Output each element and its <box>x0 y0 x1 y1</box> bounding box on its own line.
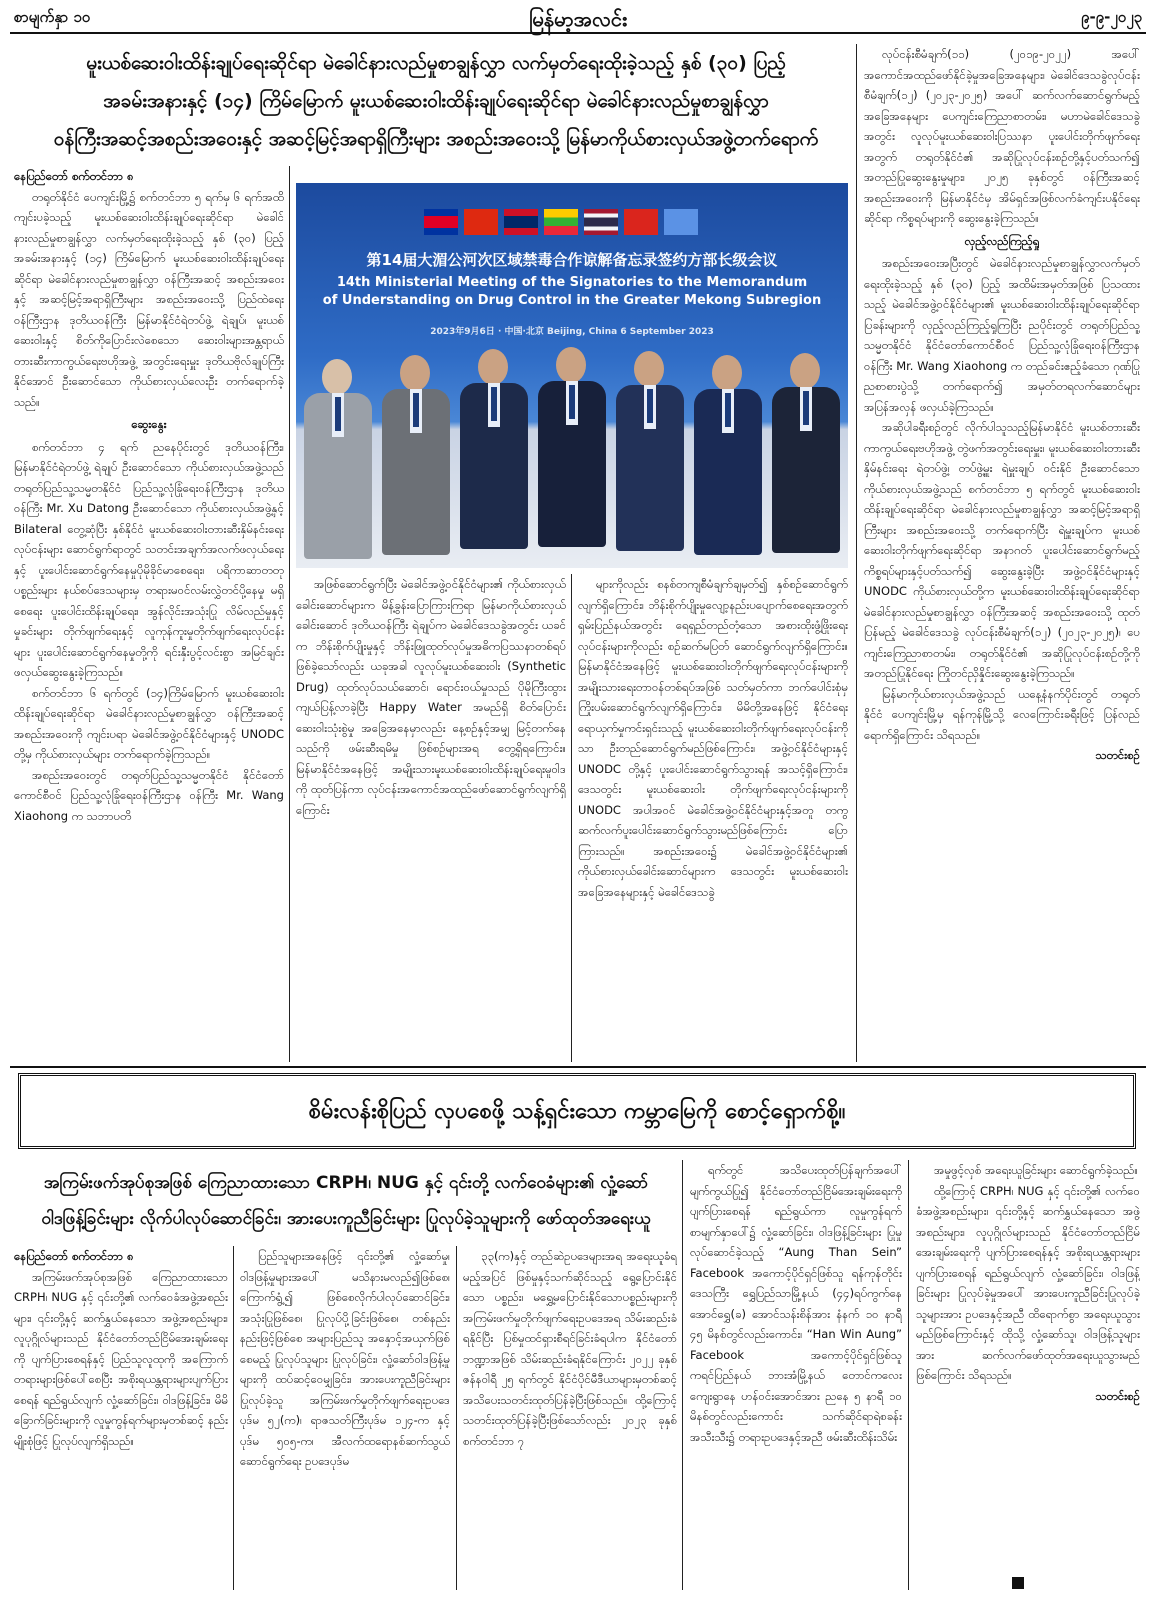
article2-paragraph: အမှုဖွင့်လှစ် အရေးယူခြင်းများ ဆောင်ရွက်ခဲ့သည်။ <box>934 1163 1138 1177</box>
section-separator <box>10 1066 1146 1068</box>
article1-column-1 <box>14 166 284 1066</box>
article1-paragraph: အဆိုပါခရီးစဉ်တွင် လိုက်ပါသူသည့်မြန်မာနိုင်ငံ မူးယစ်တားဆီးကာကွယ်ရေးဗဟိုအဖွဲ့ တွဲဖက်အတွင်းရေးမှူး၊ မူးယစ်ဆေးဝါးတားဆီးနှိမ်နင်းရေး ရဲတပ်ဖွဲ့၊ တပ်ဖွဲ့မှူး ရဲမှူးချုပ် ဝင်းနိုင် ဦးဆောင်သော ကိုယ်စားလှယ်အဖွဲ့သည် စက်တင်ဘာ ၅ ရက်တွင် မူးယစ်ဆေးဝါးထိန်းချုပ်ရေးဆိုင်ရာ မဲခေါင်နားလည်မှုစာချွန်လွှာ အဆင့်မြင့်အရာရှိကြီးများ အစည်းအဝေးသို့ တက်ရောက်ပြီး ရဲမှူးချုပ်က မူးယစ်ဆေးဝါးတိုက်ဖျက်ရေးဆိုင်ရာ အနာဂတ် ပူးပေါင်းဆောင်ရွက်မည့် ကိစ္စရပ်များနှင့်ပတ်သက်၍ ဆွေးနွေးခဲ့ပြီး အဖွဲ့ဝင်နိုင်ငံများနှင့် UNODC ကိုယ်စားလှယ်တို့က မူးယစ်ဆေးဝါးထိန်းချုပ်ရေးဆိုင်ရာ မဲခေါင်နားလည်မှုစာချွန်လွှာ ဝန်ကြီးအဆင့် အစည်းအဝေးသို့ ထုတ်ပြန်မည့် မဲခေါင်ဒေသခွဲ လုပ်ငန်းစီမံချက်(၁၂) (၂၀၂၃-၂၀၂၅)၊ ပေကျင်းကြေညာစာတမ်း၊ တရုတ်နိုင်ငံ၏ အဆိုပြုလုပ်ငန်းစဉ်တို့ကို အတည်ပြုနိုင်ရေး ကြိုတင်ညှိနှိုင်းဆွေးနွေးခဲ့ကြသည်။ <box>864 420 1140 680</box>
photo-backdrop-date: 2023年9月6日 · 中国·北京 Beijing, China 6 September 2023 <box>430 327 714 337</box>
meeting-group-photo <box>296 183 848 568</box>
article1-headline-line3: ဝန်ကြီးအဆင့်အစည်းအဝေးနှင့် အဆင့်မြင့်အရာရှိကြီးများ အစည်းအဝေးသို့ မြန်မာကိုယ်စားလှယ်အဖွဲ့တက်ရောက် <box>53 128 819 150</box>
vietnam-flag-icon <box>624 209 658 235</box>
column-divider <box>233 1246 234 1590</box>
article1-headline-line1: မူးယစ်ဆေးဝါးထိန်းချုပ်ရေးဆိုင်ရာ မဲခေါင်နားလည်မှုစာချွန်လွှာ လက်မှတ်ရေးထိုးခဲ့သည့် နှစ် (၃၀) ပြည့် <box>86 52 786 74</box>
article2-column-1 <box>14 1246 228 1590</box>
issue-date: ၉-၉-၂၀၂၃ <box>1081 8 1142 26</box>
un-flag-icon <box>664 209 698 235</box>
article1-paragraph: တရုတ်နိုင်ငံ ပေကျင်းမြို့၌ စက်တင်ဘာ ၅ ရက်မှ ၆ ရက်အထိ ကျင်းပခဲ့သည့် မူးယစ်ဆေးဝါးထိန်းချုပ်ရေးဆိုင်ရာ မဲခေါင်နားလည်မှုစာချွန်လွှာ လက်မှတ်ရေးထိုးခဲ့သည့် နှစ် (၃၀) ပြည့် အခမ်းအနားနှင့် (၁၄) ကြိမ်မြောက် မူးယစ်ဆေးဝါးထိန်းချုပ်ရေးဆိုင်ရာ မဲခေါင်နားလည်မှုစာချွန်လွှာ ဝန်ကြီးအဆင့် အစည်းအဝေးနှင့် အဆင့်မြင့်အရာရှိကြီးများ အစည်းအဝေးသို့ ပြည်ထဲရေးဝန်ကြီးဌာန ဒုတိယဝန်ကြီး မြန်မာနိုင်ငံရဲတပ်ဖွဲ့ ရဲချုပ်၊ မူးယစ်ဆေးဝါးနှင့် စိတ်ကိုပြောင်းလဲစေသော ဆေးဝါးများအန္တရာယ်တားဆီးကာကွယ်ရေးဗဟိုအဖွဲ့ အတွင်းရေးမှူး ဒုတိယဗိုလ်ချုပ်ကြီး နိုင်အောင် ဦးဆောင်သော ကိုယ်စားလှယ်လေးဦး တက်ရောက်ခဲ့သည်။ <box>14 189 284 409</box>
article1-paragraph: အစည်းအဝေးတွင် တရုတ်ပြည်သူ့သမ္မတနိုင်ငံ နိုင်ငံတော်ကောင်စီဝင် ပြည်သူ့လုံခြုံရေးဝန်ကြီးဌာန ဝန်ကြီး Mr. Wang Xiaohong က သဘာပတိ <box>14 767 284 823</box>
article1-paragraph: လုပ်ငန်းစီမံချက်(၁၁) (၂၀၁၉-၂၀၂၂) အပေါ် အကောင်အထည်ဖော်နိုင်ခဲ့မှုအခြေအနေများ၊ မဲခေါင်ဒေသခွဲလုပ်ငန်းစီမံချက်(၁၂) (၂၀၂၃-၂၀၂၅) အပေါ် ဆက်လက်ဆောင်ရွက်မည့် အခြေအနေများ ပေကျင်းကြေညာစာတမ်း၊ မဟာမဲခေါင်ဒေသခွဲအတွင်း လူလုပ်မူးယစ်ဆေးဝါးပြဿနာ ပူးပေါင်းတိုက်ဖျက်ရေးအတွက် တရုတ်နိုင်ငံ၏ အဆိုပြုလုပ်ငန်းစဉ်တို့နှင့်ပတ်သက်၍ အတည်ပြုဆွေးနွေးမှုများ၊ ၂၀၂၅ ခုနှစ်တွင် ဝန်ကြီးအဆင့် အစည်းအဝေးကို မြန်မာနိုင်ငံမှ အိမ်ရှင်အဖြစ်လက်ခံကျင်းပနိုင်ရေးဆိုင်ရာ ကိစ္စရပ်များကို ဆွေးနွေးခဲ့ကြသည်။ <box>864 47 1140 225</box>
article2-paragraph: ရက်တွင် အသိပေးထုတ်ပြန်ချက်အပေါ် မျက်ကွယ်ပြု၍ နိုင်ငံတော်တည်ငြိမ်အေးချမ်းရေးကို ပျက်ပြားစေရန် ရည်ရွယ်ကာ လူမှုကွန်ရက်စာမျက်နှာပေါ်၌ လှုံ့ဆော်ခြင်း၊ ဝါဒဖြန့်ခြင်းများ ပြုမှုလုပ်ဆောင်ခဲ့သည့် “Aung Than Sein” Facebook အကောင့်ပိုင်ရှင်ဖြစ်သူ ရန်ကုန်တိုင်းဒေသကြီး ရွှေပြည်သာမြို့နယ် (၄၄)ရပ်ကွက်နေ အောင်ရွှေ(ခ) အောင်သန်းစိန်အား နံနက် ၁၀ နာရီ ၄၅ မိနစ်တွင်လည်းကောင်း၊ “Han Win Aung” Facebook အကောင့်ပိုင်ရှင်ဖြစ်သူ ကရင်ပြည်နယ် ဘားအံမြို့နယ် တောင်ကလေးကျေးရွာနေ ဟန်ဝင်းအောင်အား ညနေ ၅ နာရီ ၁၀ မိနစ်တွင်လည်းကောင်း သက်ဆိုင်ရာရဲစခန်းအသီးသီး၌ တရားဥပဒေနှင့်အညီ ဖမ်းဆီးထိန်းသိမ်း <box>690 1163 902 1444</box>
article1-subheading: လှည့်လည်ကြည့်ရှု <box>964 233 1040 248</box>
article1-paragraph: စက်တင်ဘာ ၆ ရက်တွင် (၁၄)ကြိမ်မြောက် မူးယစ်ဆေးဝါးထိန်းချုပ်ရေးဆိုင်ရာ မဲခေါင်နားလည်မှုစာချွန်လွှာ ဝန်ကြီးအဆင့်အစည်းအဝေးကို ကျင်းပရာ မဲခေါင်အဖွဲ့ဝင်နိုင်ငံများနှင့် UNODC တို့မှ ကိုယ်စားလှယ်များ တက်ရောက်ခဲ့ကြသည်။ <box>14 685 284 761</box>
china-flag-icon <box>464 209 498 235</box>
slogan-text: စိမ်းလန်းစိုပြည် လှပစေဖို့ သန့်ရှင်းသော ကမ္ဘာမြေကို စောင့်ရှောက်စို့။ <box>308 1099 846 1124</box>
column-divider <box>682 1160 683 1590</box>
article1-signature: သတင်းစဉ် <box>1095 748 1140 762</box>
photo-backdrop-title-en-2: of Understanding on Drug Control in the Greater Mekong Subregion <box>322 293 822 308</box>
article1-dateline: နေပြည်တော် စက်တင်ဘာ ၈ <box>14 169 134 183</box>
column-divider <box>456 1246 457 1590</box>
column-divider <box>856 44 857 1062</box>
article2-headline-line2: ဝါဒဖြန့်ခြင်းများ လိုက်ပါလုပ်ဆောင်ခြင်း၊ အားပေးကူညီခြင်းများ ပြုလုပ်ခဲ့သူများကို ဖော်ထုတ်အရေးယူ <box>41 1209 651 1229</box>
thailand-flag-icon <box>584 209 618 235</box>
article2-dateline: နေပြည်တော် စက်တင်ဘာ ၈ <box>14 1249 134 1263</box>
article1-column-4 <box>864 44 1140 1066</box>
column-divider <box>289 166 290 1062</box>
laos-flag-icon <box>504 209 538 235</box>
article1-subheading: ဆွေးနွေး <box>131 417 167 431</box>
article1-column-2 <box>296 574 566 1064</box>
article2-paragraph: အကြမ်းဖက်အုပ်စုအဖြစ် ကြေညာထားသော CRPH၊ NUG နှင့် ၎င်းတို့၏ လက်ဝေခံအဖွဲ့အစည်းများ၊ ၎င်းတို့နှင့် ဆက်နွှယ်နေသော အဖွဲ့အစည်းများ၊ လူပုဂ္ဂိုလ်များသည် နိုင်ငံတော်တည်ငြိမ်အေးချမ်းရေးကို ပျက်ပြားစေရန်နှင့် ပြည်သူလူထုကို အကြောက်တရားများဖြစ်ပေါ်စေပြီး အစိုးရယန္တရားများပျက်ပြားစေရန် ရည်ရွယ်လျက် လှုံ့ဆော်ခြင်း၊ ဝါဒဖြန့်ခြင်း၊ မိမိခြောက်ခြင်းများကို လူမှုကွန်ရက်များမှတစ်ဆင့် နည်းမျိုးစုံဖြင့် ပြုလုပ်လျက်ရှိသည်။ <box>14 1269 228 1448</box>
photo-backdrop-title-cn: 第14届大湄公河次区域禁毒合作谅解备忘录签约方部长级会议 <box>366 251 778 269</box>
article2-signature: သတင်းစဉ် <box>1095 1388 1140 1403</box>
article2-paragraph: ပြည်သူများအနေဖြင့် ၎င်းတို့၏ လှုံ့ဆော်မှု၊ ဝါဒဖြန့်မှုများအပေါ် မသိနားမလည်၍ဖြစ်စေ၊ ကြောက်ရွံ့၍ ဖြစ်စေလိုက်ပါလုပ်ဆောင်ခြင်း၊ အသုံးပြုဖြစ်စေ၊ ပြုလုပ်ပို့ခြင်းဖြစ်စေ၊ တစ်နည်းနည်းဖြင့်ဖြစ်စေ အများပြည်သူ အနှောင့်အယှက်ဖြစ်စေမည့် ပြုလုပ်သူများ ပြုလုပ်ခြင်း၊ လှုံ့ဆော်ဝါဒဖြန့်မှုများကို ထပ်ဆင့်ဝေမျှခြင်း၊ အားပေးကူညီခြင်းများ ပြုလုပ်ခဲ့သူ အကြမ်းဖက်မှုတိုက်ဖျက်ရေးဥပဒေ ပုဒ်မ ၅၂(က)၊ ရာဇသတ်ကြီးပုဒ်မ ၁၂၄-က နှင့် ပုဒ်မ ၅၀၅-က၊ အီလက်ထရောနစ်ဆက်သွယ်ဆောင်ရွက်ရေး ဥပဒေပုဒ်မ <box>240 1249 450 1468</box>
article2-headline-line1: အကြမ်းဖက်အုပ်စုအဖြစ် ကြေညာထားသော CRPH၊ NUG နှင့် ၎င်းတို့ လက်ဝေခံများ၏ လှုံ့ဆော် <box>43 1173 649 1193</box>
column-divider <box>908 1160 909 1590</box>
article1-column-3 <box>578 574 848 1064</box>
article2-column-2 <box>240 1246 450 1590</box>
article1-paragraph: စက်တင်ဘာ ၄ ရက် ညနေပိုင်းတွင် ဒုတိယဝန်ကြီး၊ မြန်မာနိုင်ငံရဲတပ်ဖွဲ့ ရဲချုပ် ဦးဆောင်သော ကိုယ်စားလှယ်အဖွဲ့သည် တရုတ်ပြည်သူ့သမ္မတနိုင်ငံ ပြည်သူ့လုံခြုံရေးဝန်ကြီးဌာန ဒုတိယဝန်ကြီး Mr. Xu Datong ဦးဆောင်သော ကိုယ်စားလှယ်အဖွဲ့နှင့် Bilateral တွေ့ဆုံပြီး နှစ်နိုင်ငံ မူးယစ်ဆေးဝါးတားဆီးနှိမ်နင်းရေးလုပ်ငန်းများ ဆောင်ရွက်ရာတွင် သတင်းအချက်အလက်ဖလှယ်ရေးနှင့် ပူးပေါင်းဆောင်ရွက်နေမှုပိုမိုခိုင်မာစေရေး၊ ပရိကာဆာတတုပစ္စည်းများ နယ်စပ်ဒေသများမှ တရားမဝင်လမ်းလွှဲတင်ပို့နေမှု မရှိစေရေး ပူးပေါင်းထိန်းချုပ်ရေး၊ အွန်လိုင်းအသုံးပြု လိမ်လည်မှုနှင့်မှုခင်းများ တိုက်ဖျက်ရေးနှင့် လူကုန်ကူးမှုတိုက်ဖျက်ရေးလုပ်ငန်းများ ပူးပေါင်းဆောင်ရွက်နေမှုတို့ကို ရင်းနှီးပွင့်လင်းစွာ အမြင်ချင်းဖလှယ်ဆွေးနွေးခဲ့ကြသည်။ <box>14 439 284 679</box>
photo-backdrop-title-en-1: 14th Ministerial Meeting of the Signatories to the Memorandum <box>336 275 808 290</box>
article2-column-3 <box>463 1246 677 1590</box>
page-number: စာမျက်နှာ ၁၀ <box>14 8 91 26</box>
article2-paragraph: ၃၃(က)နှင့် တည်ဆဲဥပဒေများအရ အရေးယူခံရမည့်အပြင် ဖြစ်မှုနှင့်သက်ဆိုင်သည့် ရွေ့ပြောင်းနိုင်သော ပစ္စည်း၊ မရွှေ့မပြောင်းနိုင်သောပစ္စည်းများကို အကြမ်းဖက်မှုတိုက်ဖျက်ရေးဥပဒေအရ သိမ်းဆည်းခံရနိုင်ပြီး ပြစ်မှုထင်ရှားစီရင်ခြင်းခံရပါက နိုင်ငံတော်ဘဏ္ဍာအဖြစ် သိမ်းဆည်းခံရနိုင်ကြောင်း ၂၀၂၂ ခုနှစ် ဇန်နဝါရီ ၂၅ ရက်တွင် နိုင်ငံပိုင်မီဒီယာများမှတစ်ဆင့် အသိပေးသတင်းထုတ်ပြန်ခဲ့ပြီးဖြစ်သည်။ ထို့ကြောင့် သတင်းထုတ်ပြန်ခဲ့ပြီးဖြစ်သော်လည်း ၂၀၂၃ ခုနှစ် စက်တင်ဘာ ၇ <box>463 1249 677 1448</box>
end-of-article-marker <box>1012 1577 1024 1589</box>
article1-paragraph: များကိုလည်း စနစ်တကျစီမံချက်ချမှတ်၍ နှစ်စဉ်ဆောင်ရွက်လျက်ရှိကြောင်း၊ ဘိန်းစိုက်ပျိုးမှုလျော့နည်းပပျောက်စေရေးအတွက် ရှမ်းပြည်နယ်အတွင်း ရေရှည်တည်တံ့သော အစားထိုးဖွံ့ဖြိုးရေးလုပ်ငန်းများကိုလည်း စဉ်ဆက်မပြတ် ဆောင်ရွက်လျက်ရှိကြောင်း။ မြန်မာနိုင်ငံအနေဖြင့် မူးယစ်ဆေးဝါးတိုက်ဖျက်ရေးလုပ်ငန်းများကို အမျိုးသားရေးတာဝန်တစ်ရပ်အဖြစ် သတ်မှတ်ကာ ဘက်ပေါင်းစုံမှ ကြိုးပမ်းဆောင်ရွက်လျက်ရှိကြောင်း၊ မိမိတို့အနေဖြင့် နိုင်ငံရေးရောယှက်မှုကင်းရှင်းသည့် မူးယစ်ဆေးဝါးတိုက်ဖျက်ရေးလုပ်ငန်းကိုသာ ဦးတည်ဆောင်ရွက်မည်ဖြစ်ကြောင်း၊ အဖွဲ့ဝင်နိုင်ငံများနှင့် UNODC တို့နှင့် ပူးပေါင်းဆောင်ရွက်သွားရန် အသင့်ရှိကြောင်း၊ ဒေသတွင်း မူးယစ်ဆေးဝါး တိုက်ဖျက်ရေးလုပ်ငန်းများကို UNODC အပါအဝင် မဲခေါင်အဖွဲ့ဝင်နိုင်ငံများနှင့်အတူ တကွ ဆက်လက်ပူးပေါင်းဆောင်ရွက်သွားမည်ဖြစ်ကြောင်း ပြောကြားသည်။ အစည်းအဝေး၌ မဲခေါင်အဖွဲ့ဝင်နိုင်ငံများ၏ ကိုယ်စားလှယ်ခေါင်းဆောင်များက ဒေသတွင်း မူးယစ်ဆေးဝါးအခြေအနေများနှင့် မဲခေါင်ဒေသခွဲ <box>578 577 848 899</box>
article1-paragraph: မြန်မာကိုယ်စားလှယ်အဖွဲ့သည် ယနေ့နံနက်ပိုင်းတွင် တရုတ်နိုင်ငံ ပေကျင်းမြို့မှ ရန်ကုန်မြို့သို့ လေကြောင်းခရီးဖြင့် ပြန်လည်ရောက်ရှိကြောင်း သိရသည်။ <box>864 686 1140 742</box>
article2-column-5 <box>916 1160 1140 1576</box>
article2-paragraph: ထို့ကြောင့် CRPH၊ NUG နှင့် ၎င်းတို့၏ လက်ဝေခံအဖွဲ့အစည်းများ၊ ၎င်းတို့နှင့် ဆက်နွှယ်နေသော အဖွဲ့အစည်းများ၊ လူပုဂ္ဂိုလ်များသည် နိုင်ငံတော်တည်ငြိမ်အေးချမ်းရေးကို ပျက်ပြားစေရန်နှင့် အစိုးရယန္တရားများ ပျက်ပြားစေရန် ရည်ရွယ်လျက် လှုံ့ဆော်ခြင်း၊ ဝါဒဖြန့်ခြင်းများ ပြုလုပ်ခဲ့မှုအပေါ် အားပေးကူညီခြင်းပြုလုပ်ခဲ့သူများအား ဥပဒေနှင့်အညီ ထိရောက်စွာ အရေးယူသွားမည်ဖြစ်ကြောင်းနှင့် ထိုသို့ လှုံ့ဆော်သူ၊ ဝါဒဖြန့်သူများအား ဆက်လက်ဖော်ထုတ်အရေးယူသွားမည်ဖြစ်ကြောင်း သိရသည်။ <box>916 1183 1140 1382</box>
slogan-banner <box>18 1073 1136 1149</box>
masthead-logo: မြန်မာ့အလင်း <box>528 7 628 31</box>
myanmar-flag-icon <box>544 209 578 235</box>
page-header <box>10 6 1146 34</box>
article2-column-4 <box>690 1160 902 1590</box>
article1-paragraph: အဖြစ်ဆောင်ရွက်ပြီး မဲခေါင်အဖွဲ့ဝင်နိုင်ငံများ၏ ကိုယ်စားလှယ်ခေါင်းဆောင်များက မိန့်ခွန်းပြောကြားကြရာ မြန်မာကိုယ်စားလှယ်ခေါင်းဆောင် ဒုတိယဝန်ကြီး ရဲချုပ်က မဲခေါင်ဒေသခွဲအတွင်း ယခင်က ဘိန်းစိုက်ပျိုးမှုနှင့် ဘိန်းဖြူထုတ်လုပ်မှုအဓိကပြဿနာတစ်ရပ် ဖြစ်ခဲ့သော်လည်း ယခုအခါ လူလုပ်မူးယစ်ဆေးဝါး (Synthetic Drug) ထုတ်လုပ်သယ်ဆောင်၊ ရောင်းဝယ်မှုသည် ပိုမိုကြီးထွားကျယ်ပြန့်လာခဲ့ပြီး Happy Water အမည်ရှိ စိတ်ပြောင်းဆေးဝါးသုံးစွဲမှု အခြေအနေမှာလည်း နေ့စဉ်နှင့်အမျှ မြင့်တက်နေသည်ကို ဖမ်းဆီးရမိမှု ဖြစ်စဉ်များအရ တွေ့ရှိရကြောင်း။ မြန်မာနိုင်ငံအနေဖြင့် အမျိုးသားမူးယစ်ဆေးဝါးထိန်းချုပ်ရေးမူဝါဒကို ထုတ်ပြန်ကာ လုပ်ငန်းအကောင်အထည်ဖော်ဆောင်ရွက်လျက်ရှိကြောင်း <box>296 577 566 817</box>
column-divider <box>571 574 572 1062</box>
cambodia-flag-icon <box>424 209 458 235</box>
article1-headline-line2: အခမ်းအနားနှင့် (၁၄) ကြိမ်မြောက် မူးယစ်ဆေးဝါးထိန်းချုပ်ရေးဆိုင်ရာ မဲခေါင်နားလည်မှုစာချွန်လွှာ <box>103 90 769 112</box>
article1-paragraph: အစည်းအဝေးအပြီးတွင် မဲခေါင်နားလည်မှုစာချွန်လွှာလက်မှတ်ရေးထိုးခဲ့သည့် နှစ် (၃၀) ပြည့် အထိမ်းအမှတ်အဖြစ် ပြသထားသည့် မဲခေါင်အဖွဲ့ဝင်နိုင်ငံများ၏ မူးယစ်ဆေးဝါးထိန်းချုပ်ရေးဆိုင်ရာ ပြခန်းများကို လှည့်လည်ကြည့်ရှုကြပြီး ညပိုင်းတွင် တရုတ်ပြည်သူ့သမ္မတနိုင်ငံ နိုင်ငံတော်ကောင်စီဝင် ပြည်သူ့လုံခြုံရေးဝန်ကြီးဌာန ဝန်ကြီး Mr. Wang Xiaohong က တည်ခင်းဧည့်ခံသော ဂုဏ်ပြုညစာစားပွဲသို့ တက်ရောက်၍ အမှတ်တရလက်ဆောင်များ အပြန်အလှန် ဖလှယ်ခဲ့ကြသည်။ <box>864 256 1140 414</box>
